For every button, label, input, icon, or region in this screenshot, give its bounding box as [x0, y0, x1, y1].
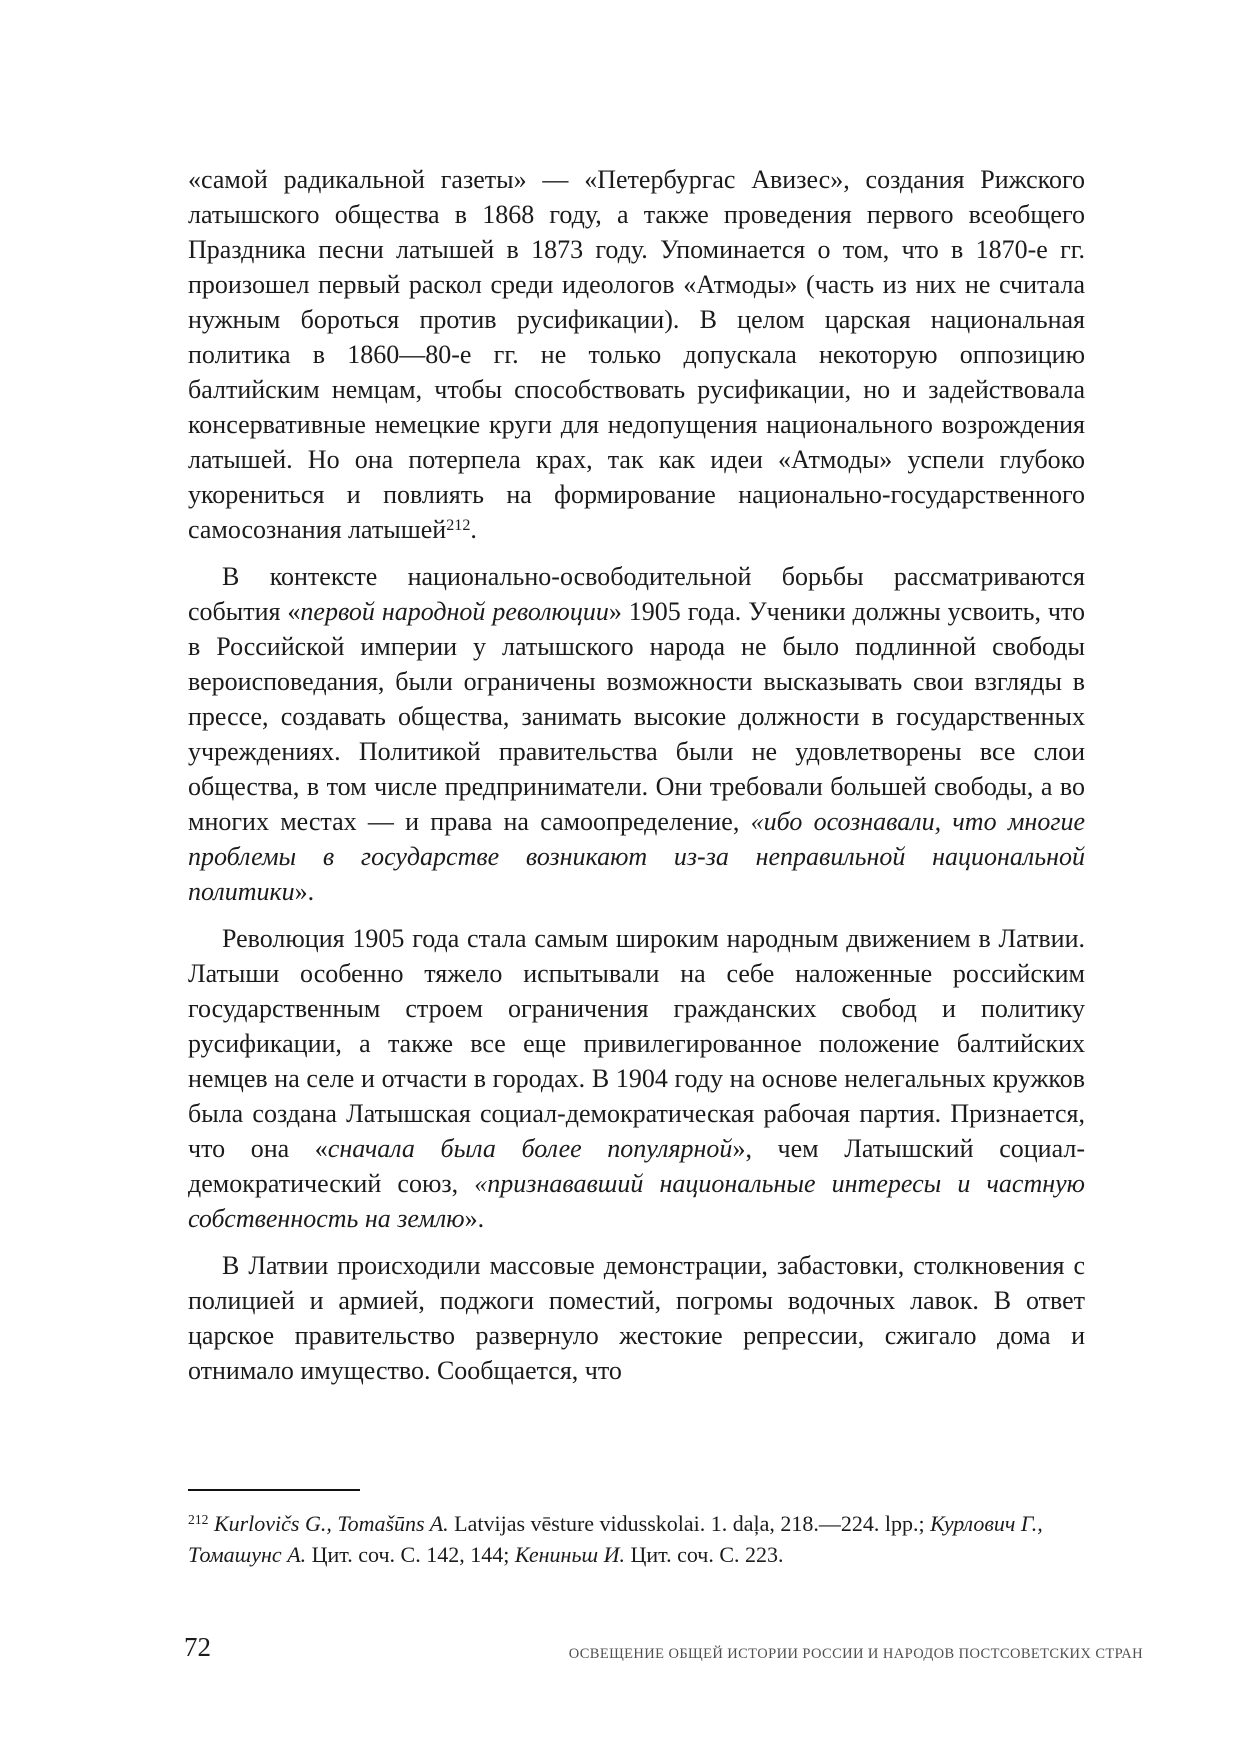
text-segment: .	[470, 515, 477, 544]
text-segment: ».	[294, 877, 315, 906]
text-segment: В Латвии происходили массовые демонстрации, забастовки, столкновения с полицией и армией, поджоги поместий, погромы водочных лавок. В ответ царское правительство развернуло жестокие репрессии, сжигало дома и отнимало имущество. Сообщается, что	[188, 1251, 1085, 1385]
paragraph-1	[188, 162, 1085, 547]
text-segment: «самой радикальной газеты» — «Петербургас Авизес», создания Рижского латышского общества в 1868 году, а также проведения первого всеобщего Праздника песни латышей в 1873 году. Упоминается о том, что в 1870-е гг. произошел первый раскол среди идеологов «Атмоды» (часть из них не считала нужным бороться против русификации). В целом царская национальная политика в 1860—80-е гг. не только допускала некоторую оппозицию балтийским немцам, чтобы способствовать русификации, но и задействовала консервативные немецкие круги для недопущения национального возрождения латышей. Но она потерпела крах, так как идеи «Атмоды» успели глубоко укорениться и повлиять на формирование национально-государственного самосознания латышей	[188, 165, 1085, 544]
text-segment-italic: «ибо осознавали, что многие проблемы в государстве возникают из-за неправильной национальной политики	[188, 807, 1086, 906]
footnote-authors-latvian: Kurlovičs G., Tomašūns A.	[208, 1511, 449, 1536]
text-segment: В контексте национально-освободительной борьбы рассматриваются события «	[188, 562, 1085, 626]
paragraph-2	[188, 559, 1085, 909]
text-segment-italic: сначала была более популярной	[327, 1134, 733, 1163]
text-segment: ».	[464, 1204, 485, 1233]
body-text	[188, 162, 1085, 1388]
text-segment-italic: «признававший национальные интересы и частную собственность на землю	[188, 1169, 1085, 1233]
footnote-source-keninsh: Цит. соч. С. 223.	[624, 1542, 784, 1567]
text-segment: », чем Латышский социал-демократический союз,	[188, 1134, 1085, 1198]
footnote	[188, 1508, 1048, 1570]
footnote-author-keninsh: Кениньш И.	[514, 1542, 625, 1567]
page-number: 72	[184, 1632, 211, 1662]
text-segment-italic: первой народной революции	[300, 597, 609, 626]
footnote-reference: 212	[446, 516, 471, 534]
footnote-separator	[188, 1489, 360, 1491]
text-segment: » 1905 года. Ученики должны усвоить, что в Российской империи у латышского народа не было подлинной свободы вероисповедания, были ограничены возможности высказывать свои взгляды в прессе, создавать общества, занимать высокие должности в государственных учреждениях. Политикой правительства были не удовлетворены все слои общества, в том числе предприниматели. Они требовали большей свободы, а во многих местах — и права на самоопределение,	[188, 597, 1085, 836]
paragraph-4	[188, 1248, 1085, 1388]
paragraph-3	[188, 921, 1085, 1236]
footnote-source-latvian: Latvijas vēsture vidusskolai. 1. daļa, 218.—224. lpp.;	[448, 1511, 931, 1536]
footnote-authors-russian: Курлович Г., Томашунс А.	[188, 1511, 1043, 1567]
text-segment: Революция 1905 года стала самым широким народным движением в Латвии. Латыши особенно тяжело испытывали на себе наложенные российским государственным строем ограничения гражданских свобод и политику русификации, а также все еще привилегированное положение балтийских немцев на селе и отчасти в городах. В 1904 году на основе нелегальных кружков была создана Латышская социал-демократическая рабочая партия. Признается, что она «	[188, 924, 1085, 1163]
footnote-source-russian: Цит. соч. С. 142, 144;	[306, 1542, 515, 1567]
footnote-marker: 212	[188, 1512, 209, 1528]
running-footer: ОСВЕЩЕНИЕ ОБЩЕЙ ИСТОРИИ РОССИИ И НАРОДОВ ПОСТСОВЕТСКИХ СТРАН	[568, 1646, 1143, 1662]
